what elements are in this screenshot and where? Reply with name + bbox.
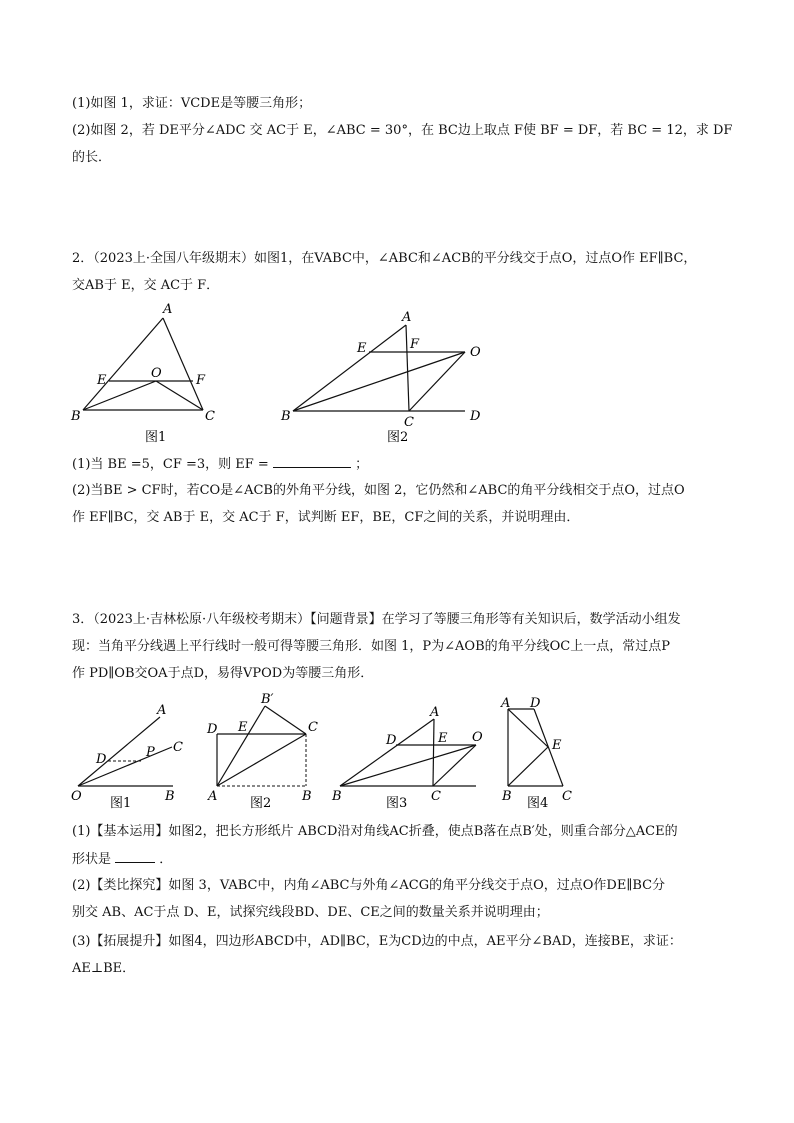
q2f1-label-A: A — [163, 302, 173, 317]
q2f2-label-D: D — [470, 409, 481, 424]
q3-part2-line1: (2)【类比探究】如图 3，VABC中，内角∠ABC与外角∠ACG的角平分线交于点O，过点O作DE∥BC分 — [72, 878, 666, 893]
q3f3-label-C: C — [431, 789, 441, 804]
q1-part2-cont: 的长． — [72, 150, 112, 165]
q2f1-label-E: E — [97, 373, 107, 388]
q3-figure-4 — [500, 696, 572, 811]
q3-part2-line2: 别交 AB、AC于点 D、E，试探究线段BD、DE、CE之间的数量关系并说明理由； — [72, 905, 549, 920]
q2-part2-line2: 作 EF∥BC，交 AB于 E，交 AC于 F，试判断 EF，BE，CF之间的关系，并说明理由． — [72, 510, 580, 525]
q2-part1-before: (1)当 BE =5，CF =3，则 EF = — [72, 457, 269, 472]
q3f2-label-D: D — [207, 722, 218, 737]
q2f1-label-C: C — [205, 409, 215, 424]
q2-figure-1 — [70, 302, 215, 445]
q3f2-label-A: A — [208, 789, 218, 804]
q2-stem-line1: 2．（2023上·全国八年级期末）如图1，在VABC中，∠ABC和∠ACB的平分线交于点O，过点O作 EF∥BC， — [72, 251, 697, 266]
q3f3-label-D: D — [386, 733, 397, 748]
q2-part1-answer-blank — [273, 455, 351, 468]
q3f4-label-B: B — [502, 789, 512, 804]
q3-figure-1 — [71, 703, 183, 811]
q3f1-label-D: D — [96, 752, 107, 767]
q3f3-label-A: A — [430, 705, 440, 720]
q3f3-caption: 图3 — [386, 796, 408, 811]
q3-stem-line2: 现：当角平分线遇上平行线时一般可得等腰三角形．如图 1，P为∠AOB的角平分线OC上一点，常过点P — [72, 639, 670, 654]
q3f4-label-C: C — [562, 789, 572, 804]
q3-part1-line2 — [72, 850, 172, 869]
q1-part1: (1)如图 1，求证：VCDE是等腰三角形； — [72, 96, 312, 111]
q3-figure-3 — [331, 705, 483, 811]
q3-part1-line2-after: ． — [159, 852, 173, 867]
q3f2-label-Bp: B′ — [261, 692, 274, 707]
q3f1-label-A: A — [157, 703, 167, 718]
q2f1-label-B: B — [71, 409, 81, 424]
q3-stem-line3: 作 PD∥OB交OA于点D，易得VPOD为等腰三角形． — [72, 666, 374, 681]
q3f4-label-D: D — [530, 696, 541, 711]
q2f2-label-F: F — [410, 337, 420, 352]
q2f2-caption: 图2 — [387, 430, 409, 445]
q2f2-label-A: A — [402, 310, 412, 325]
q2-part1-after: ； — [355, 457, 369, 472]
q3f1-caption: 图1 — [110, 796, 132, 811]
q3f1-label-P: P — [146, 745, 155, 760]
q3-part1-line2-before: 形状是 — [72, 852, 112, 867]
q3-stem-line1: 3．（2023上·吉林松原·八年级校考期末）【问题背景】在学习了等腰三角形等有关知识后，数学活动小组发 — [72, 612, 681, 627]
q3-part1-answer-blank — [115, 850, 155, 863]
q3f3-label-B: B — [332, 789, 342, 804]
q3f4-label-E: E — [552, 738, 562, 753]
q3f2-caption: 图2 — [250, 796, 272, 811]
q3f4-caption: 图4 — [527, 796, 549, 811]
q3f1-label-O: O — [71, 789, 82, 804]
q3f2-label-E: E — [238, 720, 248, 735]
q3f2-label-C: C — [308, 720, 318, 735]
q3-part1-line1: (1)【基本运用】如图2，把长方形纸片 ABCD沿对角线AC折叠，使点B落在点B′处，则重合部分△ACE的 — [72, 824, 678, 839]
q2f2-label-C: C — [404, 415, 414, 430]
q3f2-label-B: B — [302, 789, 312, 804]
q2f2-label-E: E — [357, 341, 367, 356]
q3-part3-line2: AE⊥BE． — [72, 961, 136, 976]
q2f2-label-O: O — [470, 345, 481, 360]
q3f1-label-C: C — [173, 740, 183, 755]
q2f1-caption: 图1 — [145, 430, 167, 445]
q3f4-label-A: A — [501, 696, 511, 711]
q2f1-label-F: F — [196, 373, 206, 388]
q3f1-label-B: B — [165, 789, 175, 804]
q3-part3-line1: (3)【拓展提升】如图4，四边形ABCD中，AD∥BC，E为CD边的中点，AE平分∠BAD，连接BE，求证： — [72, 934, 682, 949]
q2-figure-2 — [280, 310, 481, 445]
q3f3-label-E: E — [438, 731, 448, 746]
q3f3-label-O: O — [472, 730, 483, 745]
q2-stem-line2: 交AB于 E，交 AC于 F． — [72, 278, 220, 293]
q2-part1 — [72, 455, 368, 474]
q3-figure-2 — [206, 692, 318, 811]
q2f2-label-B: B — [281, 409, 291, 424]
q2-part2-line1: (2)当BE > CF时，若CO是∠ACB的外角平分线，如图 2，它仍然和∠ABC的角平分线相交于点O，过点O — [72, 483, 685, 498]
q1-part2: (2)如图 2，若 DE平分∠ADC 交 AC于 E，∠ABC = 30°，在 BC边上取点 F使 BF = DF，若 BC = 12，求 DF — [72, 123, 733, 138]
q2f1-label-O: O — [151, 366, 162, 381]
